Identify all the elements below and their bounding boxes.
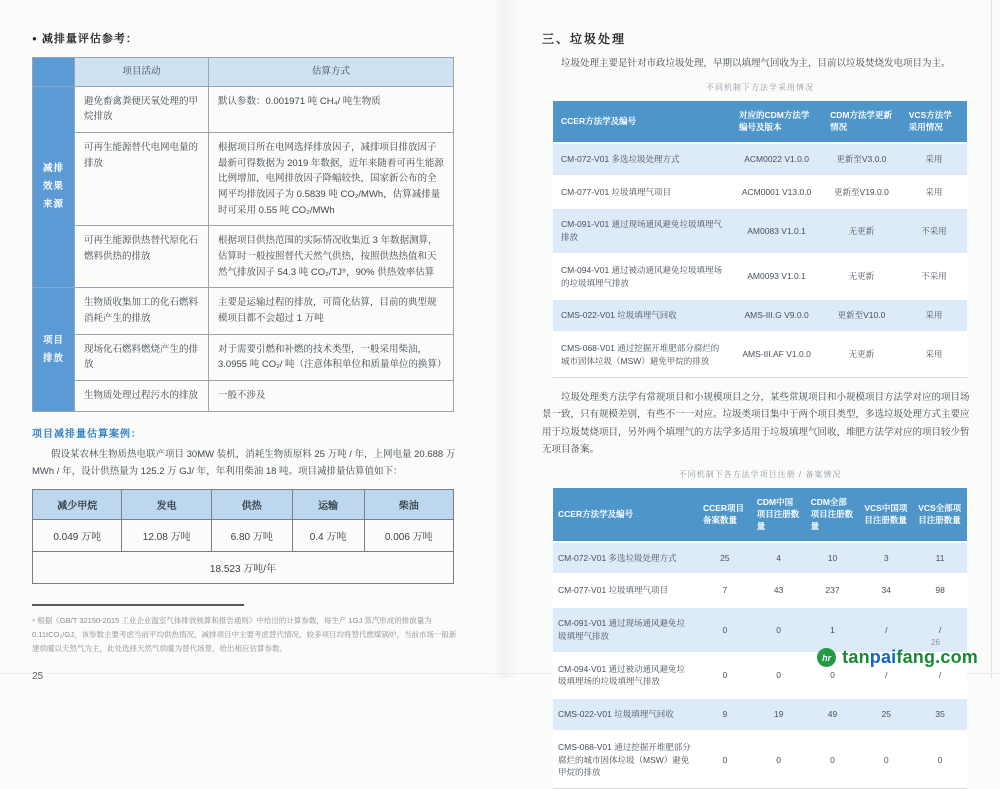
- column-header: CDM中国项目注册数量: [752, 488, 806, 542]
- table-header-row: [33, 58, 454, 87]
- table-cell: 0: [752, 731, 806, 789]
- table-cell: 0: [859, 731, 913, 789]
- estimation-method-cell: 默认参数：0.001971 吨 CH₄/ 吨生物质: [209, 86, 454, 132]
- registration-table-caption: 不同机制下各方法学项目注册 / 备案情况: [678, 469, 842, 479]
- value-cell: 0.006 万吨: [364, 519, 453, 551]
- table-cell: /: [859, 607, 913, 653]
- column-header: CCER方法学及编号: [553, 488, 698, 542]
- estimation-method-cell: 主要是运输过程的排放，可简化估算，目前的典型规模项目都不会超过 1 万吨: [209, 288, 454, 334]
- table-row: [33, 288, 454, 334]
- row-group-label: 项目排放: [33, 288, 75, 411]
- project-activity-cell: 生物质收集加工的化石燃料消耗产生的排放: [75, 288, 209, 334]
- case-paragraph: 假设某农林生物质热电联产项目 30MW 装机，消耗生物质原料 25 万吨 / 年，上网电量 20.688 万 MWh / 年，设计供热量为 125.2 万 GJ/ 年，年利用柴油 18 吨。项目减排量估算值如下：: [32, 448, 456, 477]
- column-header: VCS全部项目注册数量: [913, 488, 967, 542]
- table-cell: 0: [806, 653, 860, 699]
- estimation-method-cell: 根据项目所在电网选择排放因子，减排项目排放因子最新可得数据为 2019 年数据，近年来随着可再生能源比例增加，电网排放因子降幅较快，国家新公布的全网平均排放因子为 0.5839 吨 CO₂/MWh，估算减排量时可采用 0.55 吨 CO₂/MWh: [209, 133, 454, 226]
- table-cell: /: [913, 653, 967, 699]
- adoption-table-caption: 不同机制下方法学采用情况: [706, 83, 814, 93]
- bullet-icon: ●: [32, 34, 38, 43]
- chapter-intro: 垃圾处理主要是针对市政垃圾处理，早期以填埋气回收为主，目前以垃圾焚烧发电项目为主。: [561, 58, 951, 69]
- table-cell: 无更新: [822, 254, 901, 300]
- tanpaifang-logo: [817, 647, 978, 668]
- table-cell: 35: [913, 698, 967, 731]
- table-cell: CM-091-V01 通过现场通风避免垃圾填埋气排放: [553, 208, 731, 254]
- right-page: [542, 30, 978, 789]
- table-cell: 1: [806, 607, 860, 653]
- value-cell: 6.80 万吨: [211, 519, 292, 551]
- table-cell: ACM0001 V13.0.0: [731, 176, 822, 209]
- table-cell: 11: [913, 542, 967, 575]
- column-header: 发电: [122, 489, 211, 519]
- table-cell: CMS-022-V01 垃圾填埋气回收: [553, 698, 698, 731]
- table-cell: 0: [913, 731, 967, 789]
- table-cell: 34: [859, 574, 913, 607]
- column-header: 估算方式: [209, 58, 454, 87]
- table-row: [553, 176, 967, 209]
- table-cell: 98: [913, 574, 967, 607]
- logo-text-green-1: tan: [842, 647, 870, 667]
- table-cell: 25: [859, 698, 913, 731]
- table-cell: 237: [806, 574, 860, 607]
- table-cell: ACM0022 V1.0.0: [731, 143, 822, 176]
- logo-text-blue: pai: [869, 647, 897, 667]
- column-header: CCER项目备案数量: [698, 488, 752, 542]
- table-cell: 0: [698, 731, 752, 789]
- table-cell: 采用: [901, 299, 967, 332]
- right-page-footer: [817, 638, 978, 668]
- table-cell: 10: [806, 542, 860, 575]
- table-row: [553, 254, 967, 300]
- value-cell: 0.049 万吨: [33, 519, 122, 551]
- table-row: [553, 208, 967, 254]
- table-cell: 19: [752, 698, 806, 731]
- column-header: CCER方法学及编号: [553, 101, 731, 143]
- estimation-method-cell: 一般不涉及: [209, 381, 454, 412]
- methodology-adoption-table: [553, 101, 967, 377]
- estimation-method-cell: 对于需要引燃和补燃的技术类型，一般采用柴油，3.0955 吨 CO₂/ 吨（注意体积单位和质量单位的换算）: [209, 334, 454, 380]
- table-cell: CM-094-V01 通过被动通风避免垃圾填埋场的垃圾填埋气排放: [553, 653, 698, 699]
- column-header: CDM全部项目注册数量: [806, 488, 860, 542]
- table-row: [553, 299, 967, 332]
- column-header: 项目活动: [75, 58, 209, 87]
- project-activity-cell: 可再生能源供热替代原化石燃料供热的排放: [75, 226, 209, 288]
- table-cell: AMS-III.AF V1.0.0: [731, 332, 822, 377]
- table-cell: 7: [698, 574, 752, 607]
- table-cell: 43: [752, 574, 806, 607]
- table-cell: 0: [698, 607, 752, 653]
- estimation-method-cell: 根据项目供热范围的实际情况收集近 3 年数据测算，估算时一般按照替代天然气供热，按照供热热值和天然气排放因子 54.3 吨 CO₂/TJ⁹，90% 供热效率估算: [209, 226, 454, 288]
- eval-table-corner-cell: [33, 58, 75, 87]
- table-cell: CM-072-V01 多选垃圾处理方式: [553, 143, 731, 176]
- table-cell: 采用: [901, 176, 967, 209]
- table-cell: 0: [698, 653, 752, 699]
- table-cell: 更新至V3.0.0: [822, 143, 901, 176]
- table-cell: CMS-068-V01 通过挖掘开堆肥部分腐烂的城市固体垃圾（MSW）避免甲烷的排放: [553, 731, 698, 789]
- middle-paragraph: 垃圾处理类方法学有常规项目和小规模项目之分，某些常规项目和小规模项目方法学对应的项目场景一致，只有规模差别，有些不一一对应。垃圾类项目集中于两个项目类型，多选垃圾处理方式主要应用于垃圾焚烧项目，另外两个填埋气的方法学多适用于垃圾填埋气回收，堆肥方法学对应的项目较少暂无项目备案。: [542, 391, 970, 456]
- table-row: [553, 542, 967, 575]
- table-cell: 49: [806, 698, 860, 731]
- table-cell: AM0083 V1.0.1: [731, 208, 822, 254]
- table-row: [33, 381, 454, 412]
- table-cell: CMS-022-V01 垃圾填埋气回收: [553, 299, 731, 332]
- total-row: [33, 551, 454, 583]
- total-cell: 18.523 万吨/年: [33, 551, 454, 583]
- table-cell: 25: [698, 542, 752, 575]
- project-activity-cell: 现场化石燃料燃烧产生的排放: [75, 334, 209, 380]
- table-cell: 无更新: [822, 332, 901, 377]
- logo-text-green-2: fang.com: [896, 647, 978, 667]
- table-row: [553, 731, 967, 789]
- table-cell: 9: [698, 698, 752, 731]
- table-cell: AM0093 V1.0.1: [731, 254, 822, 300]
- table-row: [33, 86, 454, 132]
- column-header: VCS方法学采用情况: [901, 101, 967, 143]
- page-number-right: 26: [931, 638, 940, 647]
- emission-evaluation-table: [32, 57, 454, 412]
- column-header: 运输: [292, 489, 364, 519]
- left-page: [32, 30, 464, 682]
- table-cell: 3: [859, 542, 913, 575]
- row-group-label: 减排效果来源: [33, 86, 75, 288]
- project-activity-cell: 可再生能源替代电网电量的排放: [75, 133, 209, 226]
- project-activity-cell: 生物质处理过程污水的排放: [75, 381, 209, 412]
- footnote-text: ⁹ 根据《GB/T 32150-2015 工业企业温室气体排放核算和报告通则》中给出的计算参数，每生产 1GJ 蒸汽形成的排放量为 0.11tCO₂/GJ，该参数主要考虑当前平均供热情况，减排项目中主要考虑替代情况，较多项目均将替代燃煤锅炉，当前市场一般新建供暖以天然气为主，此处选择天然气供暖为替代场景，给出相应估算参数。: [32, 615, 457, 654]
- table-header-row: [553, 488, 967, 542]
- column-header: 供热: [211, 489, 292, 519]
- page-gutter-shadow: [492, 0, 518, 678]
- table-cell: 采用: [901, 143, 967, 176]
- case-section-label: 项目减排量估算案例：: [32, 428, 142, 440]
- column-header: 减少甲烷: [33, 489, 122, 519]
- case-estimation-table: [32, 489, 454, 584]
- footnote-separator: [32, 604, 244, 606]
- tanpaifang-logo-icon: hr: [817, 648, 836, 667]
- table-row: [553, 332, 967, 377]
- table-cell: 更新至V10.0: [822, 299, 901, 332]
- table-cell: CM-077-V01 垃圾填埋气项目: [553, 176, 731, 209]
- table-cell: CMS-068-V01 通过挖掘开堆肥部分腐烂的城市固体垃圾（MSW）避免甲烷的排放: [553, 332, 731, 377]
- project-activity-cell: 避免畜禽粪便厌氧处理的甲烷排放: [75, 86, 209, 132]
- table-cell: CM-077-V01 垃圾填埋气项目: [553, 574, 698, 607]
- table-row: [33, 133, 454, 226]
- column-header: CDM方法学更新情况: [822, 101, 901, 143]
- section-bullet-header: [32, 30, 464, 46]
- column-header: 柴油: [364, 489, 453, 519]
- table-row: [33, 334, 454, 380]
- table-cell: 不采用: [901, 254, 967, 300]
- scan-edge-right: [991, 0, 992, 678]
- section-bullet-header-label: 减排量评估参考：: [41, 33, 138, 45]
- tanpaifang-logo-text: [842, 647, 978, 668]
- table-cell: AMS-III.G V9.0.0: [731, 299, 822, 332]
- table-header-row: [33, 489, 454, 519]
- table-row: [33, 519, 454, 551]
- table-header-row: [553, 101, 967, 143]
- table-row: [33, 226, 454, 288]
- table-cell: CM-094-V01 通过被动通风避免垃圾填埋场的垃圾填埋气排放: [553, 254, 731, 300]
- column-header: VCS中国项目注册数量: [859, 488, 913, 542]
- table-cell: 无更新: [822, 208, 901, 254]
- value-cell: 0.4 万吨: [292, 519, 364, 551]
- table-cell: 0: [752, 607, 806, 653]
- table-row: [553, 143, 967, 176]
- table-cell: /: [913, 607, 967, 653]
- table-cell: CM-091-V01 通过现场通风避免垃圾填埋气排放: [553, 607, 698, 653]
- page-number-left: 25: [32, 670, 44, 682]
- table-cell: 不采用: [901, 208, 967, 254]
- table-cell: 0: [806, 731, 860, 789]
- table-row: [553, 574, 967, 607]
- table-cell: 更新至V19.0.0: [822, 176, 901, 209]
- value-cell: 12.08 万吨: [122, 519, 211, 551]
- table-row: [553, 698, 967, 731]
- table-cell: 4: [752, 542, 806, 575]
- chapter-heading: 三、垃圾处理: [542, 32, 627, 46]
- table-cell: 0: [752, 653, 806, 699]
- table-cell: 采用: [901, 332, 967, 377]
- column-header: 对应的CDM方法学编号及版本: [731, 101, 822, 143]
- table-cell: CM-072-V01 多选垃圾处理方式: [553, 542, 698, 575]
- table-cell: /: [859, 653, 913, 699]
